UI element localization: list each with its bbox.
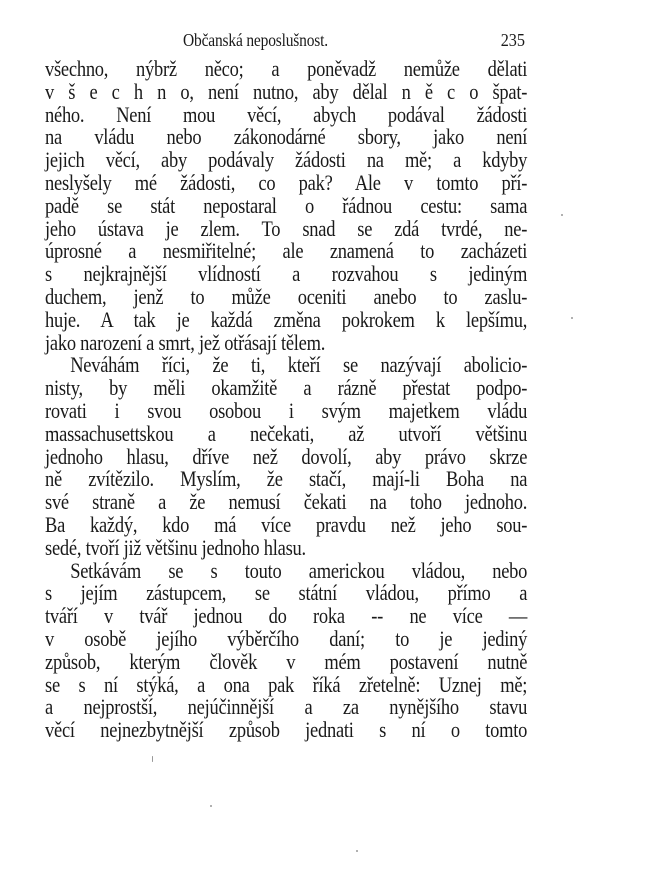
text-line: padě se stát nepostaral o řádnou cestu: sama	[45, 192, 528, 218]
text-line: své straně a že nemusí čekati na toho jednoho.	[45, 489, 528, 515]
scan-speck	[210, 805, 212, 807]
page-number: 235	[500, 30, 525, 50]
body-text	[45, 58, 527, 742]
page-header	[45, 30, 527, 54]
text-line: úprosné a nesmiřitelné; ale znamená to zacházeti	[45, 238, 528, 264]
text-line: jeho ústava je zlem. To snad se zdá tvrdé, ne-	[45, 215, 528, 241]
text-line: s jejím zástupcem, se státní vládou, přímo a	[45, 580, 528, 606]
text-line: všechno, nýbrž něco; a poněvadž nemůže dělati	[45, 56, 528, 81]
text-line: jednoho hlasu, dříve než dovolí, aby právo skrze	[45, 443, 528, 469]
text-line: tváří v tvář jednou do roka -- ne více —	[45, 603, 528, 629]
text-line: na vládu nebo zákonodárné sbory, jako není	[45, 124, 528, 150]
text-line: způsob, kterým člověk v mém postavení nutně	[45, 648, 528, 674]
text-line: huje. A tak je každá změna pokrokem k lepšímu,	[45, 306, 528, 332]
text-line: nisty, by měli okamžitě a rázně přestat podpo-	[45, 375, 528, 401]
text-line: v š e c h n o, není nutno, aby dělal n ě c o špat-	[45, 78, 528, 104]
text-line: s nejkrajnější vlídností a rozvahou s jediným	[45, 261, 528, 287]
text-line: se s ní stýká, a ona pak říká zřetelně: Uznej mě;	[45, 671, 528, 697]
text-line: duchem, jenž to může oceniti anebo to zaslu-	[45, 283, 528, 309]
scan-speck	[152, 756, 153, 762]
text-line: sedé, tvoří již většinu jednoho hlasu.	[45, 534, 306, 560]
text-line: rovati i svou osobou i svým majetkem vládu	[45, 397, 528, 423]
text-line: jejich věcí, aby podávaly žádosti na mě; a kdyby	[45, 147, 528, 173]
text-line: jako narození a smrt, jež otřásají tělem.	[45, 329, 326, 355]
text-line: massachusettskou a nečekati, až utvoří většinu	[45, 420, 528, 446]
text-line: Neváhám říci, že ti, kteří se nazývají abolicio-	[70, 352, 528, 378]
scan-speck	[571, 317, 573, 319]
text-line: ného. Není mou věcí, abych podával žádosti	[45, 101, 528, 127]
scan-speck	[356, 850, 358, 852]
running-title: Občanská neposlušnost.	[183, 30, 328, 50]
text-line: Setkávám se s touto americkou vládou, nebo	[70, 557, 528, 583]
scan-speck	[561, 214, 563, 216]
text-line: a nejprostší, nejúčinnější a za nynějšího stavu	[45, 694, 528, 720]
text-line: ně zvítězilo. Myslím, že stačí, mají-li Boha na	[45, 466, 528, 492]
text-line: v osobě jejího výběrčího daní; to je jediný	[45, 625, 528, 651]
text-line: věcí nejnezbytnější způsob jednati s ní o tomto	[45, 717, 528, 743]
text-line: Ba každý, kdo má více pravdu než jeho sou-	[45, 511, 528, 537]
text-line: neslyšely mé žádosti, co pak? Ale v tomto pří-	[45, 169, 528, 195]
